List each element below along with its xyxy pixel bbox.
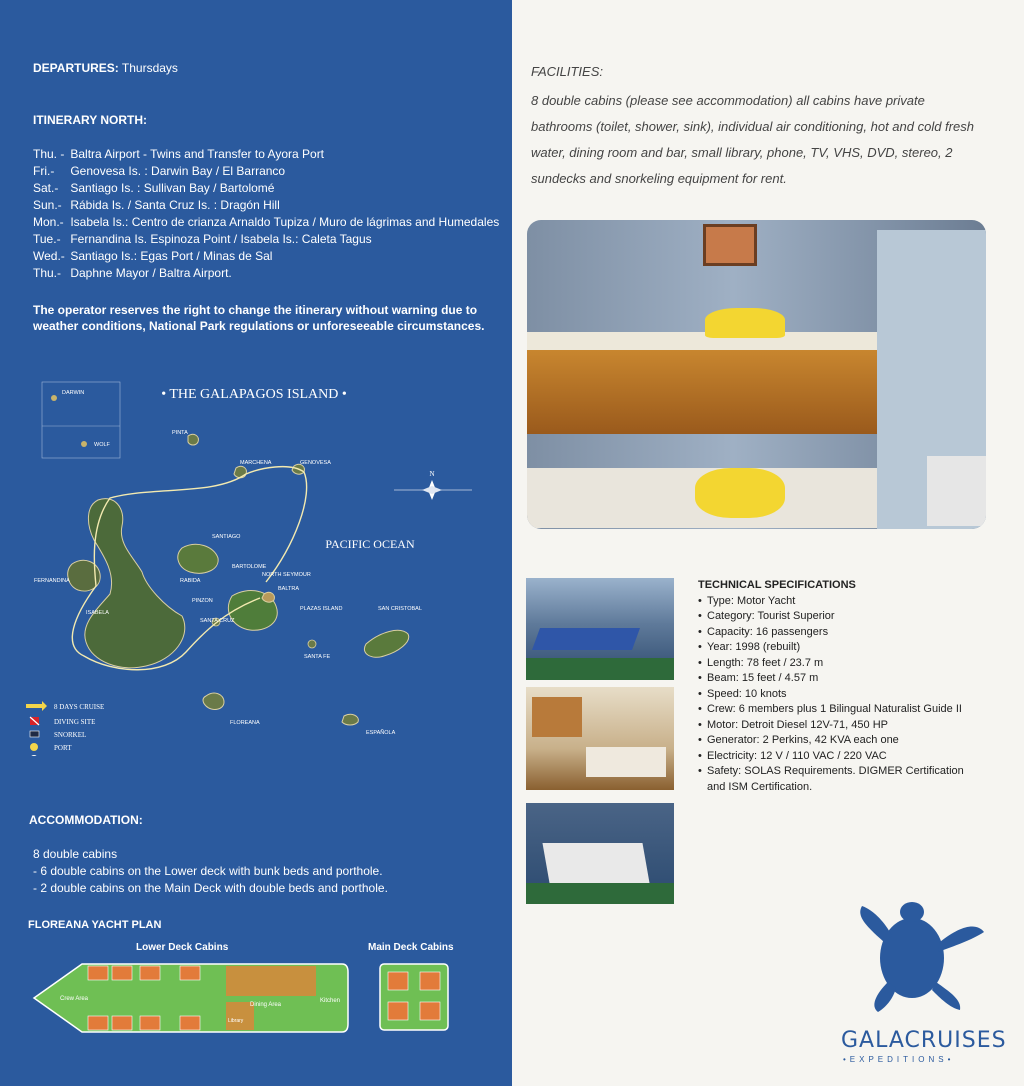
spec-item: • Generator: 2 Perkins, 42 KVA each one [698, 733, 964, 749]
itinerary-day: Thu.- [33, 266, 62, 280]
island-label: SANTA FE [304, 654, 331, 660]
lower-deck-label: Lower Deck Cabins [136, 942, 229, 953]
itinerary-row [33, 163, 499, 180]
spec-item: • Electricity: 12 V / 110 VAC / 220 VAC [698, 749, 964, 765]
snorkel-icon [30, 731, 39, 737]
spec-item: • Speed: 10 knots [698, 687, 964, 703]
itinerary-row [33, 197, 499, 214]
island-label: PINZON [192, 598, 213, 604]
specs-title: TECHNICAL SPECIFICATIONS [698, 579, 856, 591]
itinerary-text: Santiago Is. : Sullivan Bay / Bartolomé [70, 181, 275, 195]
island-label: BARTOLOME [232, 564, 267, 570]
itinerary-day: Fri.- [33, 164, 55, 178]
accommodation-line: - 2 double cabins on the Main Deck with double beds and porthole. [33, 881, 388, 895]
itinerary-day: Mon.- [33, 215, 64, 229]
legend-label: DIVING SITE [54, 718, 96, 726]
compass-label: N [429, 470, 435, 478]
itinerary-day: Tue.- [33, 232, 61, 246]
darwin-island [51, 395, 57, 401]
itinerary-text: Isabela Is.: Centro de crianza Arnaldo Tupiza / Muro de lágrimas and Humedales [70, 215, 500, 229]
spec-item: • Capacity: 16 passengers [698, 625, 964, 641]
itinerary-row [33, 231, 499, 248]
itinerary-row [33, 146, 499, 163]
itinerary-text: Rábida Is. / Santa Cruz Is. : Dragón Hill [70, 198, 280, 212]
facilities-text: 8 double cabins (please see accommodation) all cabins have private bathrooms (toilet, shower, sink), individual air conditioning, hot and cold fresh water, dining room and bar, small library, phone, TV, VHS, DVD, stereo, 2 sundecks and snorkeling equipment for rent. [531, 93, 974, 186]
galapagos-map [14, 376, 494, 756]
pinta-island [188, 434, 198, 445]
island-label: BALTRA [278, 586, 299, 592]
itinerary-day: Wed.- [33, 249, 65, 263]
legend-label: PORT [54, 744, 72, 752]
island-label: DARWIN [62, 390, 85, 396]
wolf-island [81, 441, 87, 447]
island-label: SANTA CRUZ [200, 618, 235, 624]
map-legend [26, 701, 104, 756]
island-label: ESPAÑOLA [366, 730, 396, 736]
library-label: Library [228, 1018, 244, 1024]
spec-item: • Safety: SOLAS Requirements. DIGMER Certification [698, 764, 964, 780]
itinerary-text: Genovesa Is. : Darwin Bay / El Barranco [70, 164, 286, 178]
main-deck-plan [378, 962, 450, 1032]
accommodation-line: 8 double cabins [33, 847, 118, 861]
santiago-island [178, 544, 218, 573]
itinerary-day: Sun.- [33, 198, 62, 212]
accommodation-heading: ACCOMMODATION: [29, 813, 143, 827]
lower-deck-plan [30, 960, 352, 1036]
turtle-logo-icon [850, 896, 990, 1026]
island-label: FLOREANA [230, 720, 260, 726]
yacht-plan-title: FLOREANA YACHT PLAN [28, 919, 162, 931]
sundeck-photo [526, 578, 674, 680]
dining-area-label: Dining Area [250, 1002, 282, 1008]
itinerary-text: Baltra Airport - Twins and Transfer to Ayora Port [70, 147, 325, 161]
spec-item: • Type: Motor Yacht [698, 594, 964, 610]
departures-line [33, 61, 178, 75]
itinerary-notice: The operator reserves the right to change the itinerary without warning due to weather conditions, National Park regulations or unforeseeable circumstances. [33, 303, 485, 333]
island-label: ISABELA [86, 610, 109, 616]
itinerary-list [33, 146, 499, 282]
marchena-island [234, 466, 246, 477]
itinerary-day: Thu. - [33, 147, 65, 161]
departures-value: Thursdays [121, 61, 178, 75]
island-label: SANTIAGO [212, 534, 241, 540]
itinerary-row [33, 265, 499, 282]
san-cristobal-island [364, 630, 408, 657]
accommodation-list [33, 846, 388, 897]
brand-name: GALACRUISES [841, 1028, 1007, 1053]
island-label: SAN CRISTOBAL [378, 606, 422, 612]
brand-subtitle: •EXPEDITIONS• [843, 1055, 955, 1064]
technical-specs [698, 578, 964, 795]
island-label: MARCHENA [240, 460, 272, 466]
itinerary-row [33, 214, 499, 231]
spec-item: • Motor: Detroit Diesel 12V-71, 450 HP [698, 718, 964, 734]
baltra-island [262, 592, 274, 602]
compass-icon [422, 470, 442, 500]
itinerary-row [33, 180, 499, 197]
anchor-icon [30, 743, 38, 751]
map-title: • THE GALAPAGOS ISLAND • [161, 387, 347, 402]
spec-continuation: and ISM Certification. [707, 780, 813, 793]
island-label: GENOVESA [300, 460, 331, 466]
arrow-icon [26, 701, 47, 711]
santa-fe-island [308, 640, 316, 648]
island-label: WOLF [94, 442, 110, 448]
isabela-island [85, 499, 185, 668]
legend-label: 8 DAYS CRUISE [54, 703, 105, 711]
accommodation-line: - 6 double cabins on the Lower deck with bunk beds and porthole. [33, 864, 383, 878]
cabin-photo [527, 220, 986, 529]
espanola-island [342, 714, 358, 725]
itinerary-text: Santiago Is.: Egas Port / Minas de Sal [70, 249, 273, 263]
legend-label: SNORKEL [54, 731, 87, 739]
plane-icon [30, 755, 38, 756]
main-deck-label: Main Deck Cabins [368, 942, 454, 953]
island-label: FERNANDINA [34, 578, 70, 584]
map-ocean-label: PACIFIC OCEAN [325, 537, 415, 551]
kitchen-label: Kitchen [320, 998, 341, 1004]
deck-photo [526, 803, 674, 904]
island-label: PLAZAS ISLAND [300, 606, 343, 612]
itinerary-text: Daphne Mayor / Baltra Airport. [70, 266, 232, 280]
spec-item: • Length: 78 feet / 23.7 m [698, 656, 964, 672]
crew-area-label: Crew Area [60, 996, 89, 1002]
itinerary-row [33, 248, 499, 265]
island-label: RABIDA [180, 578, 201, 584]
spec-item: • Beam: 15 feet / 4.57 m [698, 671, 964, 687]
dining-photo [526, 687, 674, 790]
departures-label: DEPARTURES: [33, 61, 119, 75]
itinerary-day: Sat.- [33, 181, 59, 195]
facilities-heading: FACILITIES: [531, 64, 603, 79]
itinerary-heading: ITINERARY NORTH: [33, 113, 147, 127]
spec-item: • Category: Tourist Superior [698, 609, 964, 625]
itinerary-text: Fernandina Is. Espinoza Point / Isabela Is.: Caleta Tagus [70, 232, 372, 246]
floreana-island [203, 693, 224, 709]
island-label: PINTA [172, 430, 188, 436]
spec-item: • Year: 1998 (rebuilt) [698, 640, 964, 656]
island-label: NORTH SEYMOUR [262, 572, 311, 578]
spec-item: • Crew: 6 members plus 1 Bilingual Naturalist Guide II [698, 702, 964, 718]
